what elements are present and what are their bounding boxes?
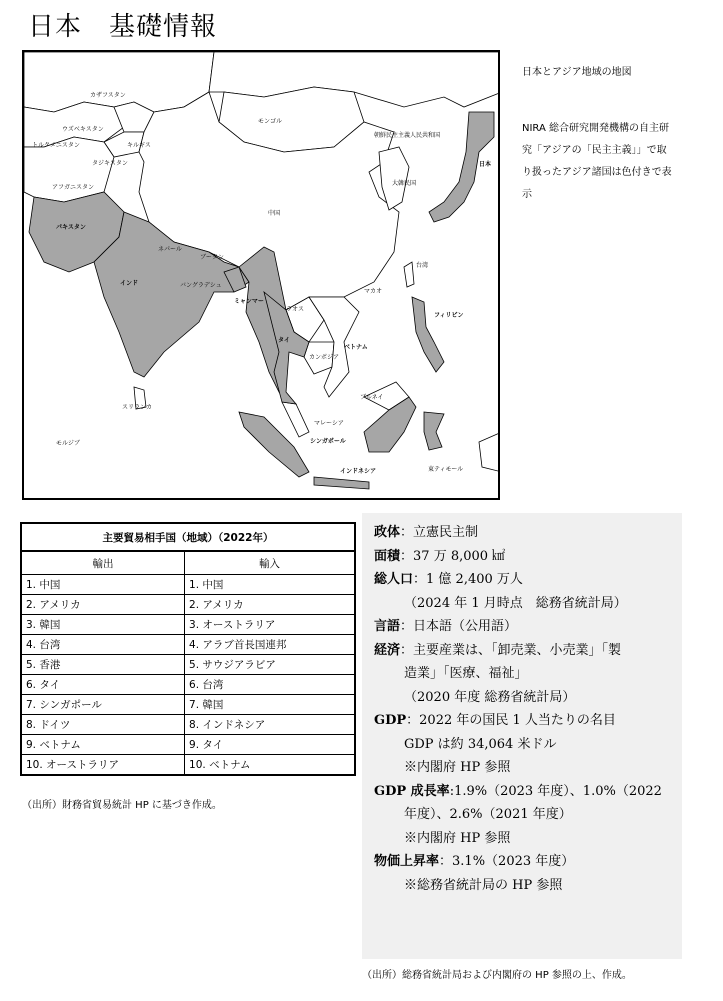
economy-value: ：主要産業は、「卸売業、小売業」「製	[400, 642, 622, 658]
label-singapore: シンガポール	[310, 438, 346, 445]
label-china: 中国	[268, 210, 281, 217]
label-south-korea: 大韓民国	[392, 180, 417, 187]
table-row	[21, 695, 355, 715]
taiwan-shape	[404, 262, 414, 287]
label-laos: ラオス	[286, 306, 304, 313]
import-cell: 10. ベトナム	[185, 755, 355, 776]
label-tajikistan: タジキスタン	[92, 160, 128, 167]
export-cell: 3. 韓国	[21, 615, 185, 635]
label-thailand: タイ	[278, 337, 290, 344]
import-cell: 1. 中国	[185, 575, 355, 595]
price-value: ：3.1%（2023 年度）	[439, 854, 575, 869]
area-key: 面積	[374, 548, 401, 564]
export-cell: 4. 台湾	[21, 635, 185, 655]
label-malaysia: マレーシア	[314, 420, 344, 427]
label-philippines: フィリピン	[434, 312, 464, 319]
label-maldives: モルジブ	[56, 440, 80, 447]
table-row	[21, 595, 355, 615]
gdp-note: ※内閣府 HP 参照	[404, 760, 511, 775]
economy-note: （2020 年度 総務省統計局）	[404, 689, 576, 705]
growth-row	[374, 780, 672, 804]
economy-row	[374, 639, 672, 663]
language-row	[374, 615, 672, 639]
label-bangladesh: バングラデシュ	[180, 282, 222, 289]
philippines-shape	[412, 297, 444, 372]
info-source: （出所）総務省統計局および内閣府の HP 参照の上、作成。	[362, 970, 632, 981]
table-row	[21, 615, 355, 635]
table-row	[21, 735, 355, 755]
basic-info-panel	[362, 513, 682, 959]
table-row	[21, 755, 355, 776]
language-value: ：日本語（公用語）	[400, 619, 518, 634]
polity-value: ：立憲民主制	[400, 525, 479, 540]
gdp-key: GDP	[374, 713, 407, 728]
economy-value-cont: 造業」「医療、福祉」	[404, 666, 528, 681]
table-row	[21, 575, 355, 595]
papua-shape	[479, 432, 500, 472]
label-srilanka: スリランカ	[122, 404, 153, 411]
export-cell: 7. シンガポール	[21, 695, 185, 715]
area-value: ：37 万 8,000 ㎢	[400, 548, 506, 564]
java-shape	[314, 477, 369, 489]
export-cell: 9. ベトナム	[21, 735, 185, 755]
label-myanmar: ミャンマー	[234, 298, 264, 305]
label-mongolia: モンゴル	[258, 118, 283, 125]
growth-note: ※内閣府 HP 参照	[404, 830, 511, 846]
growth-value: :1.9%（2023 年度）、1.0%（2022	[449, 783, 662, 799]
table-row	[21, 715, 355, 735]
population-note: （2024 年 1 月時点 総務省統計局）	[404, 595, 627, 611]
label-kazakhstan: カザフスタン	[90, 92, 126, 99]
population-value: ：1 億 2,400 万人	[413, 572, 523, 587]
import-cell: 6. 台湾	[185, 675, 355, 695]
label-india: インド	[120, 280, 139, 287]
label-turkmenistan: トルクメニスタン	[32, 142, 80, 149]
import-cell: 9. タイ	[185, 735, 355, 755]
import-cell: 5. サウジアラビア	[185, 655, 355, 675]
area-row	[374, 545, 672, 569]
label-north-korea: 朝鮮民主主義人民共和国	[374, 132, 441, 139]
label-brunei: ブルネイ	[360, 394, 384, 401]
language-key: 言語	[374, 619, 401, 634]
economy-key: 経済	[374, 642, 401, 658]
polity-key: 政体	[374, 525, 401, 540]
gdp-value-cont: GDP は約 34,064 米ドル	[404, 736, 557, 752]
export-cell: 6. タイ	[21, 675, 185, 695]
map-caption: 日本とアジア地域の地図	[522, 67, 632, 78]
trade-table-caption: 主要貿易相手国（地域）（2022年）	[21, 523, 355, 551]
polity-row	[374, 521, 672, 545]
import-cell: 8. インドネシア	[185, 715, 355, 735]
label-kyrgyzstan: キルギス	[127, 142, 151, 149]
price-note: ※総務省統計局の HP 参照	[404, 877, 563, 893]
export-cell: 5. 香港	[21, 655, 185, 675]
label-uzbekistan: ウズベキスタン	[62, 126, 104, 133]
trade-source: （出所）財務省貿易統計 HP に基づき作成。	[22, 800, 222, 811]
population-row	[374, 568, 672, 592]
label-afghanistan: アフガニスタン	[52, 184, 94, 191]
kazakhstan-shape	[24, 52, 214, 112]
import-cell: 2. アメリカ	[185, 595, 355, 615]
gdp-value: ：2022 年の国民 1 人当たりの名目	[406, 713, 616, 728]
export-header: 輸出	[21, 551, 185, 575]
growth-key: GDP 成長率	[374, 783, 450, 799]
table-row	[21, 655, 355, 675]
price-key: 物価上昇率	[374, 854, 440, 869]
price-row	[374, 850, 672, 874]
table-row	[21, 635, 355, 655]
import-header: 輸入	[185, 551, 355, 575]
table-row	[21, 675, 355, 695]
asia-map	[22, 50, 500, 500]
export-cell: 2. アメリカ	[21, 595, 185, 615]
malaysia-peninsula-shape	[282, 402, 309, 437]
map-note: NIRA 総合研究開発機構の自主研究「アジアの「民主主義」」で取り扱ったアジア諸国は色付きで表示	[522, 123, 672, 200]
label-macau: マカオ	[364, 288, 383, 295]
import-cell: 3. オーストラリア	[185, 615, 355, 635]
label-vietnam: ベトナム	[344, 344, 368, 351]
sulawesi-shape	[424, 412, 444, 450]
export-cell: 10. オーストラリア	[21, 755, 185, 776]
label-japan: 日本	[479, 161, 492, 168]
label-pakistan: パキスタン	[56, 224, 86, 231]
population-key: 総人口	[374, 572, 414, 587]
label-cambodia: カンボジア	[309, 354, 340, 361]
export-cell: 8. ドイツ	[21, 715, 185, 735]
page-title: 日本 基礎情報	[28, 12, 218, 42]
label-timor: 東ティモール	[428, 466, 464, 473]
trade-partners-table	[20, 522, 356, 776]
export-cell: 1. 中国	[21, 575, 185, 595]
import-cell: 4. アラブ首長国連邦	[185, 635, 355, 655]
import-cell: 7. 韓国	[185, 695, 355, 715]
gdp-row	[374, 709, 672, 733]
label-bhutan: ブータン	[200, 254, 224, 261]
label-indonesia: インドネシア	[340, 468, 376, 475]
label-nepal: ネパール	[158, 246, 182, 253]
label-taiwan: 台湾	[416, 262, 429, 269]
growth-value-cont: 年度）、2.6%（2021 年度）	[404, 807, 572, 822]
